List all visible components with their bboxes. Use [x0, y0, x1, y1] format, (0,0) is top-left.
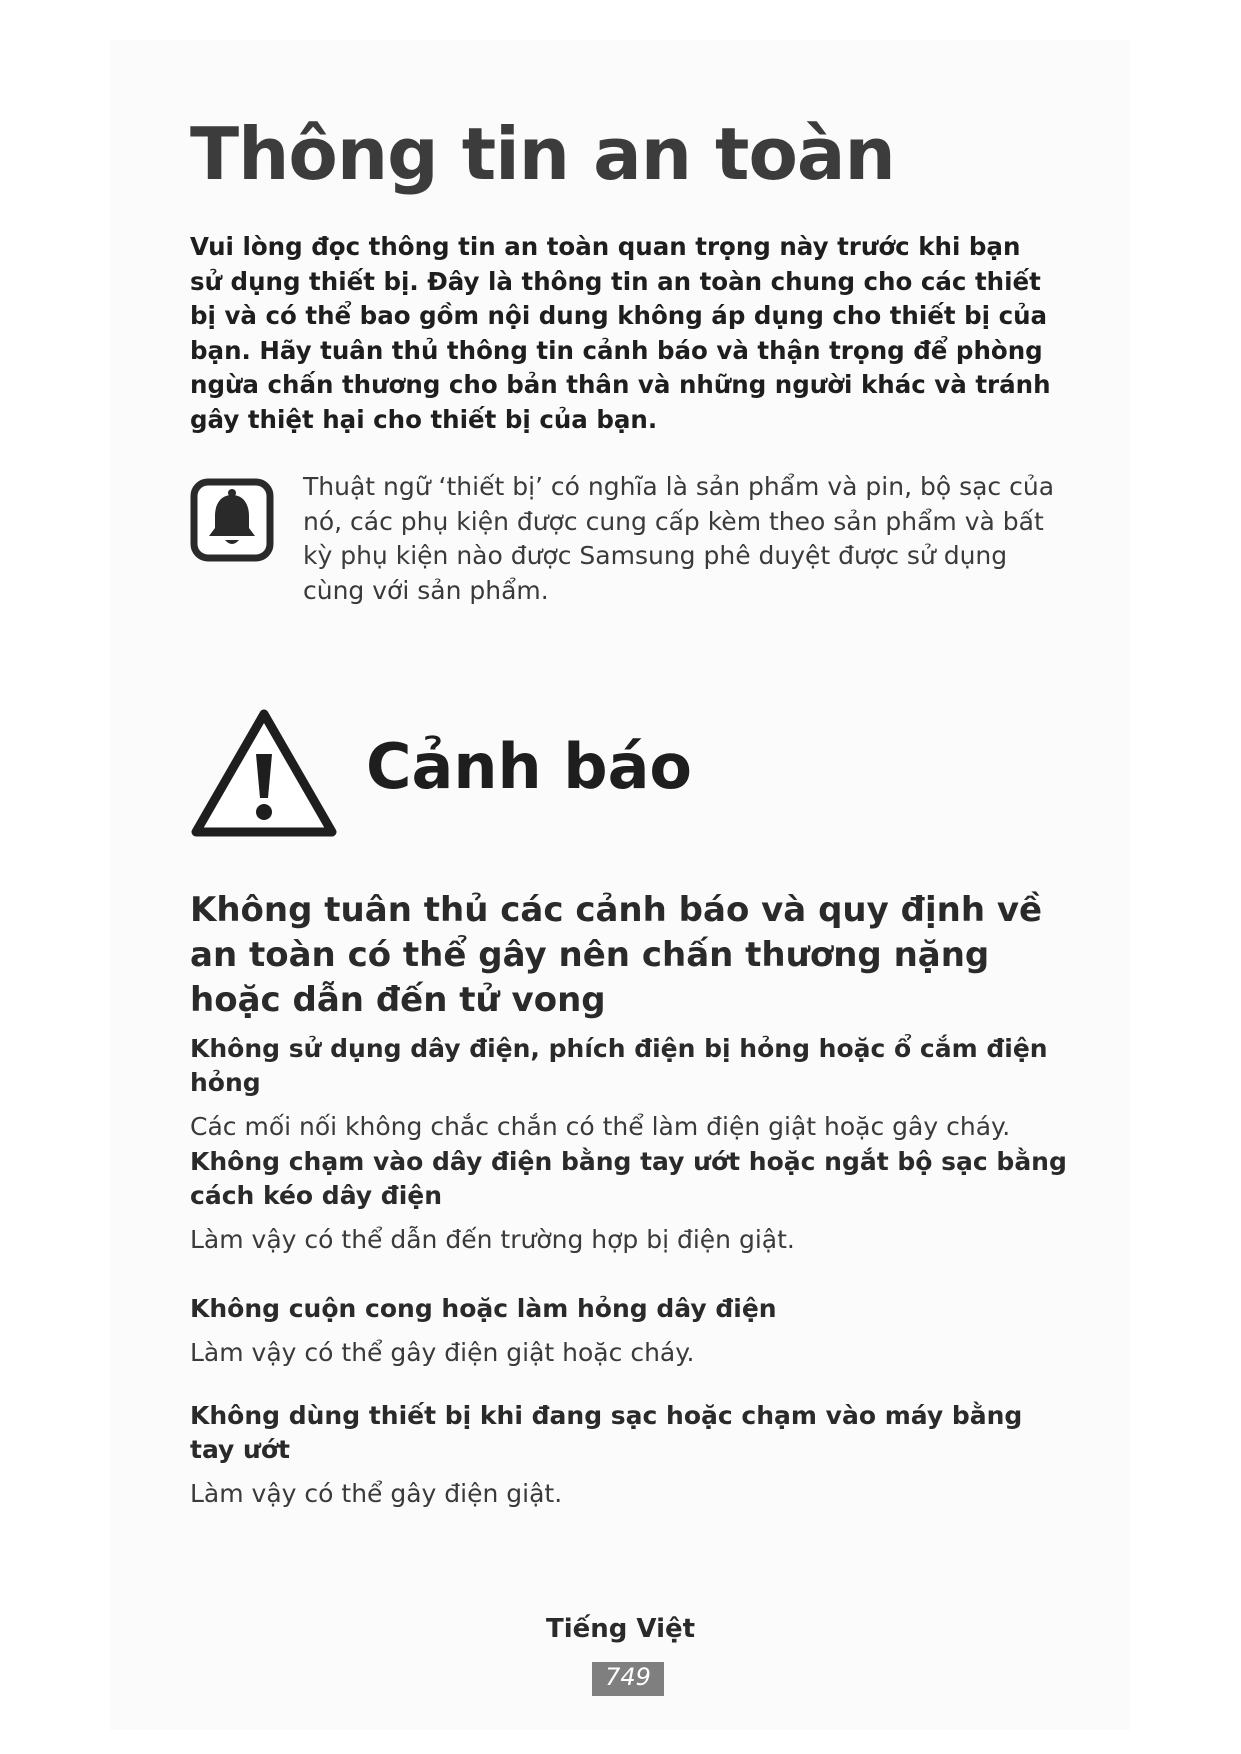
item-body: Làm vậy có thể gây điện giật hoặc cháy. — [190, 1338, 695, 1367]
page-title: Thông tin an toàn — [190, 112, 895, 196]
item-body: Các mối nối không chắc chắn có thể làm điện giật hoặc gây cháy. — [190, 1112, 1011, 1141]
section-heading: Không tuân thủ các cảnh báo và quy định về an toàn có thể gây nên chấn thương nặng hoặc dẫn đến tử vong — [190, 890, 1043, 1020]
footer-language: Tiếng Việt — [545, 1614, 696, 1644]
warning-triangle-icon — [190, 706, 338, 840]
list-item — [190, 1145, 1070, 1257]
item-title: Không chạm vào dây điện bằng tay ướt hoặc ngắt bộ sạc bằng cách kéo dây điện — [190, 1147, 1067, 1210]
intro-paragraph: Vui lòng đọc thông tin an toàn quan trọng này trước khi bạn sử dụng thiết bị. Đây là thông tin an toàn chung cho các thiết bị và có thể bao gồm nội dung không áp dụng cho thiết bị của bạn. Hãy tuân thủ thông tin cảnh báo và thận trọng để phòng ngừa chấn thương cho bản thân và những người khác và tránh gây thiệt hại cho thiết bị của bạn. — [190, 232, 1051, 434]
item-title: Không cuộn cong hoặc làm hỏng dây điện — [190, 1294, 777, 1323]
item-title: Không sử dụng dây điện, phích điện bị hỏng hoặc ổ cắm điện hỏng — [190, 1034, 1048, 1097]
list-item — [190, 1292, 1070, 1370]
bell-notice-icon — [190, 478, 274, 562]
list-item — [190, 1399, 1070, 1511]
page-number: 749 — [592, 1662, 664, 1696]
warning-title: Cảnh báo — [366, 730, 693, 803]
list-item — [190, 1032, 1070, 1144]
note-text: Thuật ngữ ‘thiết bị’ có nghĩa là sản phẩm và pin, bộ sạc của nó, các phụ kiện được cung cấp kèm theo sản phẩm và bất kỳ phụ kiện nào được Samsung phê duyệt được sử dụng cùng với sản phẩm. — [303, 472, 1055, 605]
item-body: Làm vậy có thể dẫn đến trường hợp bị điện giật. — [190, 1225, 795, 1254]
item-body: Làm vậy có thể gây điện giật. — [190, 1479, 563, 1508]
item-title: Không dùng thiết bị khi đang sạc hoặc chạm vào máy bằng tay ướt — [190, 1401, 1023, 1464]
